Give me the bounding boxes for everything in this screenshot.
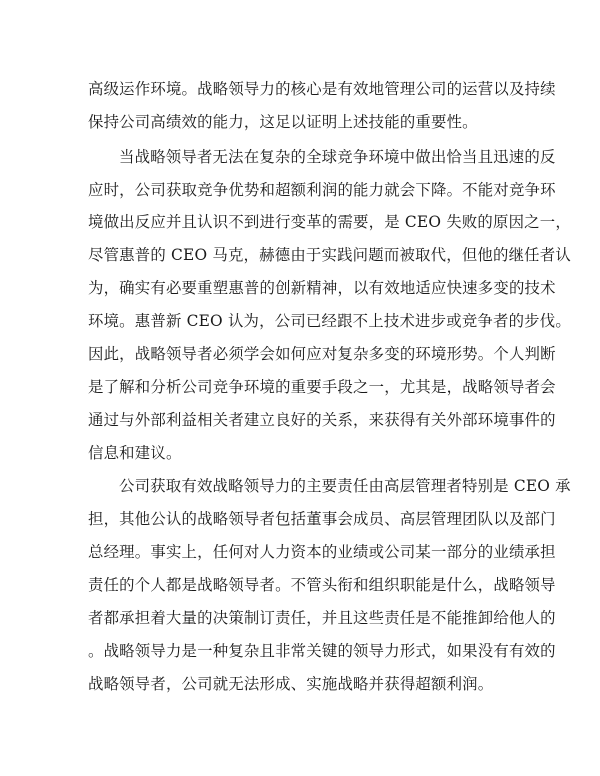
paragraph-line: 环境。惠普新 CEO 认为，公司已经跟不上技术进步或竞争者的步伐。 [88,312,571,330]
paragraph-line: 为，确实有必要重塑惠普的创新精神，以有效地适应快速多变的技术 [88,279,556,297]
paragraph-line: 当战略领导者无法在复杂的全球竞争环境中做出恰当且迅速的反 [119,148,556,166]
paragraph-line: 尽管惠普的 CEO 马克，赫德由于实践问题而被取代，但他的继任者认 [88,246,571,264]
paragraph-line: 担，其他公认的战略领导者包括董事会成员、高层管理团队以及部门 [88,510,556,528]
paragraph-line: 通过与外部利益相关者建立良好的关系，来获得有关外部环境事件的 [88,411,556,429]
paragraph-line: 者都承担着大量的决策制订责任，并且这些责任是不能推卸给他人的 [88,609,556,627]
paragraph-line: 信息和建议。 [88,444,182,462]
paragraph-line: 是了解和分析公司竞争环境的重要手段之一，尤其是，战略领导者会 [88,378,556,396]
paragraph-line: 因此，战略领导者必须学会如何应对复杂多变的环境形势。个人判断 [88,345,556,363]
paragraph-line: 境做出反应并且认识不到进行变革的需要，是 CEO 失败的原因之一， [88,213,571,231]
paragraph-line: 公司获取有效战略领导力的主要责任由高层管理者特别是 CEO 承 [119,477,571,495]
paragraph-line: 总经理。事实上，任何对人力资本的业绩或公司某一部分的业绩承担 [88,543,556,561]
paragraph-line: 保持公司高绩效的能力，这足以证明上述技能的重要性。 [88,113,478,131]
paragraph-line: 。战略领导力是一种复杂且非常关键的领导力形式，如果没有有效的 [88,642,556,660]
paragraph-line: 责任的个人都是战略领导者。不管头衔和组织职能是什么，战略领导 [88,576,556,594]
paragraph-line: 应时，公司获取竞争优势和超额利润的能力就会下降。不能对竞争环 [88,181,556,199]
paragraph-line: 高级运作环境。战略领导力的核心是有效地管理公司的运营以及持续 [88,80,556,98]
paragraph-line: 战略领导者，公司就无法形成、实施战略并获得超额利润。 [88,675,494,693]
